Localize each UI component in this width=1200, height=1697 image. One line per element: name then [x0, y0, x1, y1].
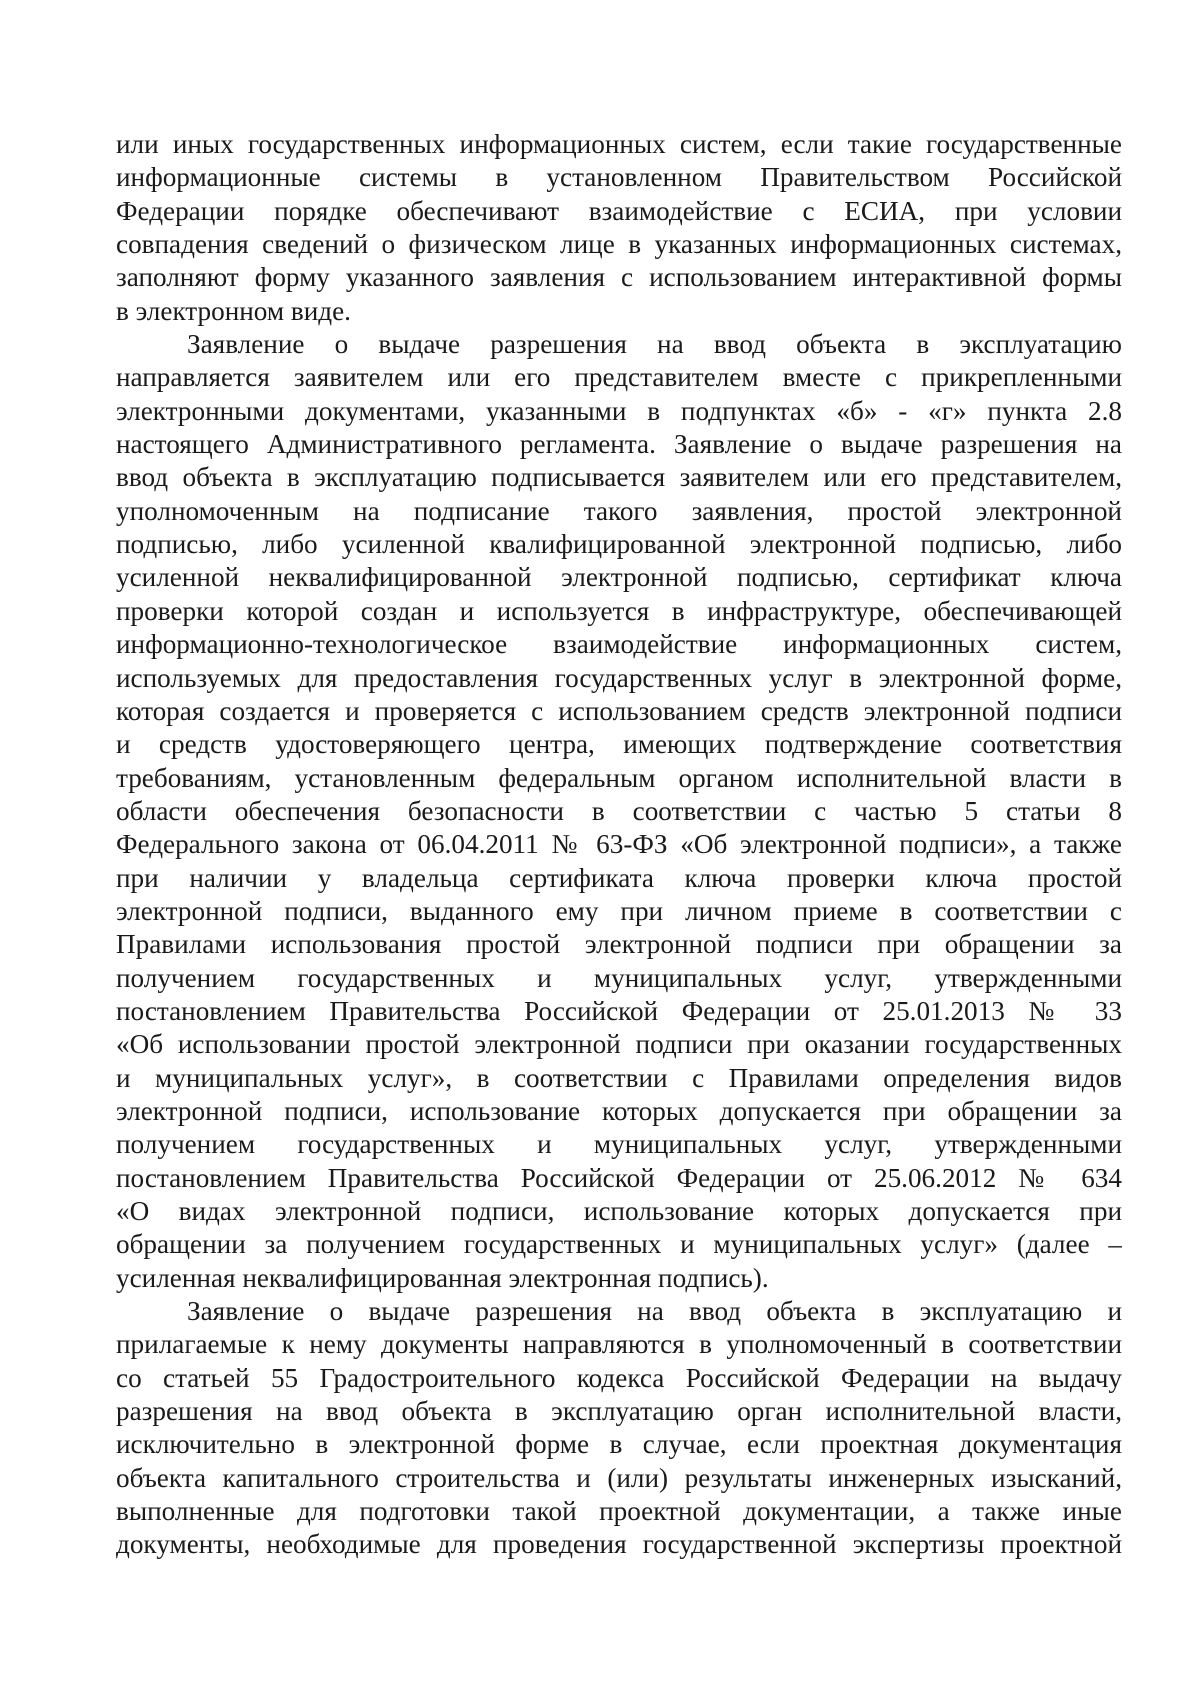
text-line: и муниципальных услуг», в соответствии с Правилами определения видов: [116, 1062, 1122, 1093]
text-line: электронными документами, указанными в подпунктах «б» - «г» пункта 2.8: [116, 395, 1122, 426]
text-line: настоящего Административного регламента. Заявление о выдаче разрешения на: [116, 429, 1122, 460]
text-line: уполномоченным на подписание такого заявления, простой электронной: [116, 495, 1122, 526]
text-line: Федерации порядке обеспечивают взаимодействие с ЕСИА, при условии: [116, 195, 1122, 226]
document-body: [116, 128, 1122, 1562]
text-line: области обеспечения безопасности в соответствии с частью 5 статьи 8: [116, 795, 1122, 826]
text-line: выполненные для подготовки такой проектной документации, а также иные: [116, 1496, 1122, 1527]
text-line: получением государственных и муниципальных услуг, утвержденными: [116, 1129, 1122, 1160]
text-line: усиленной неквалифицированной электронной подписью, сертификат ключа: [116, 562, 1122, 593]
text-line: прилагаемые к нему документы направляются в уполномоченный в соответствии: [116, 1329, 1122, 1360]
text-line: подписью, либо усиленной квалифицированной электронной подписью, либо: [116, 529, 1122, 560]
text-line: и средств удостоверяющего центра, имеющих подтверждение соответствия: [116, 729, 1122, 760]
text-line: требованиям, установленным федеральным органом исполнительной власти в: [116, 762, 1122, 793]
text-line: информационные системы в установленном Правительством Российской: [116, 162, 1122, 193]
text-line: усиленная неквалифицированная электронная подпись).: [116, 1262, 769, 1293]
text-line: «О видах электронной подписи, использование которых допускается при: [116, 1196, 1122, 1226]
text-line: обращении за получением государственных и муниципальных услуг» (далее –: [116, 1229, 1122, 1260]
text-line: заполняют форму указанного заявления с использованием интерактивной формы: [116, 262, 1122, 293]
paragraph-first-line: Заявление о выдаче разрешения на ввод объекта в эксплуатацию: [187, 329, 1122, 360]
text-line: Правилами использования простой электронной подписи при обращении за: [116, 929, 1122, 960]
text-line: документы, необходимые для проведения государственной экспертизы проектной: [116, 1529, 1122, 1560]
text-line: направляется заявителем или его представителем вместе с прикрепленными: [116, 362, 1122, 393]
text-line: которая создается и проверяется с использованием средств электронной подписи: [116, 695, 1122, 726]
text-line: электронной подписи, использование которых допускается при обращении за: [116, 1095, 1122, 1126]
text-line: или иных государственных информационных систем, если такие государственные: [116, 129, 1122, 159]
text-line: ввод объекта в эксплуатацию подписывается заявителем или его представителем,: [116, 462, 1122, 493]
text-line: исключительно в электронной форме в случае, если проектная документация: [116, 1429, 1122, 1460]
text-line: при наличии у владельца сертификата ключа проверки ключа простой: [116, 862, 1122, 893]
text-line: проверки которой создан и используется в инфраструктуре, обеспечивающей: [116, 595, 1122, 626]
text-line: постановлением Правительства Российской Федерации от 25.06.2012 № 634: [116, 1162, 1122, 1193]
text-line: совпадения сведений о физическом лице в указанных информационных системах,: [116, 229, 1122, 260]
text-line: используемых для предоставления государственных услуг в электронной форме,: [116, 662, 1122, 693]
text-line: информационно-технологическое взаимодействие информационных систем,: [116, 629, 1122, 660]
text-line: электронной подписи, выданного ему при личном приеме в соответствии с: [116, 895, 1122, 926]
paragraph-first-line: Заявление о выдаче разрешения на ввод объекта в эксплуатацию и: [187, 1296, 1122, 1327]
text-line: разрешения на ввод объекта в эксплуатацию орган исполнительной власти,: [116, 1396, 1122, 1427]
text-line: в электронном виде.: [116, 295, 351, 326]
text-line: объекта капитального строительства и (или) результаты инженерных изысканий,: [116, 1462, 1122, 1493]
text-line: «Об использовании простой электронной подписи при оказании государственных: [116, 1029, 1122, 1060]
text-line: со статьей 55 Градостроительного кодекса Российской Федерации на выдачу: [116, 1362, 1122, 1393]
text-line: Федерального закона от 06.04.2011 № 63-ФЗ «Об электронной подписи», а также: [116, 829, 1122, 860]
text-line: постановлением Правительства Российской Федерации от 25.01.2013 № 33: [116, 995, 1122, 1026]
text-line: получением государственных и муниципальных услуг, утвержденными: [116, 962, 1122, 993]
